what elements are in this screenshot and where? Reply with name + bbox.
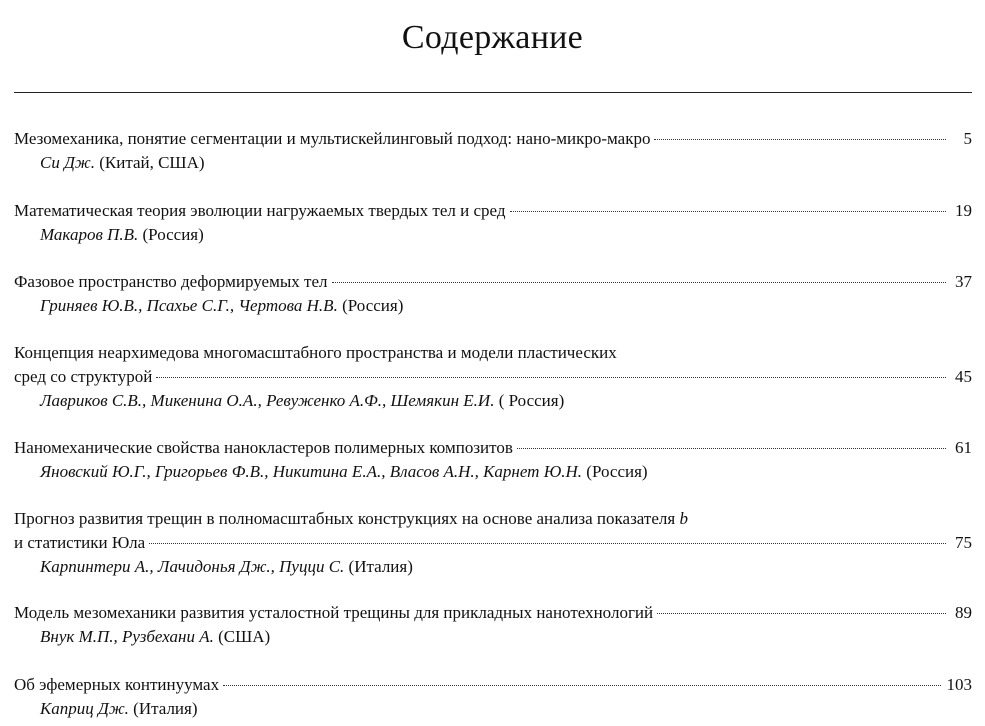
toc-country: (Россия) <box>342 296 404 315</box>
toc-title-line <box>14 341 972 365</box>
toc-authors-line <box>14 625 972 649</box>
toc-title-line <box>14 531 972 555</box>
toc-title-line <box>14 436 972 460</box>
toc-authors-line <box>14 151 972 175</box>
toc-title-line <box>14 673 972 697</box>
toc-country: (Китай, США) <box>99 153 205 172</box>
toc-page-number: 37 <box>955 272 972 291</box>
toc-authors-line <box>14 555 972 579</box>
toc-country: (Италия) <box>133 699 198 718</box>
toc-entry[interactable] <box>14 270 972 318</box>
toc-entry[interactable] <box>14 507 972 579</box>
dot-leader <box>149 543 946 544</box>
dot-leader <box>517 448 946 449</box>
toc-entry[interactable] <box>14 341 972 413</box>
toc-country: (Италия) <box>348 557 413 576</box>
toc-entry[interactable] <box>14 199 972 247</box>
toc-page-number: 75 <box>955 533 972 552</box>
toc-authors: Си Дж. <box>40 153 95 172</box>
toc-entry-title: Математическая теория эволюции нагружаемых твердых тел и сред <box>14 201 506 220</box>
toc-entry-title-cont: сред со структурой <box>14 367 153 386</box>
toc-page-number: 103 <box>946 675 972 694</box>
toc-entry[interactable] <box>14 601 972 649</box>
toc-authors: Лавриков С.В., Микенина О.А., Ревуженко А.Ф., Шемякин Е.И. <box>40 391 495 410</box>
page-title: Содержание <box>401 19 584 56</box>
toc-entry-title: Наномеханические свойства нанокластеров полимерных композитов <box>14 438 513 457</box>
toc-authors: Каприц Дж. <box>40 699 129 718</box>
title-symbol-b: b <box>679 509 688 528</box>
dot-leader <box>657 613 946 614</box>
toc-authors: Яновский Ю.Г., Григорьев Ф.В., Никитина Е.А., Власов А.Н., Карнет Ю.Н. <box>40 462 583 481</box>
toc-country: ( Россия) <box>498 391 565 410</box>
toc-authors-line <box>14 460 972 484</box>
toc-page-number: 89 <box>955 603 972 622</box>
toc-title-line <box>14 270 972 294</box>
dot-leader <box>654 139 946 140</box>
toc-entry-title: Мезомеханика, понятие сегментации и мультискейлинговый подход: нано-микро-макро <box>14 129 651 148</box>
toc-country: (Россия) <box>586 462 648 481</box>
toc-entry[interactable] <box>14 127 972 175</box>
dot-leader <box>332 282 947 283</box>
toc-authors-line <box>14 223 972 247</box>
toc-entry-title-cont: и статистики Юла <box>14 533 146 552</box>
toc-authors-line <box>14 389 972 413</box>
toc-country: (США) <box>218 627 271 646</box>
toc-entry-title-text: Прогноз развития трещин в полномасштабных конструкциях на основе анализа показателя <box>14 509 676 528</box>
toc-page-number: 45 <box>955 367 972 386</box>
toc-page-number: 5 <box>963 129 972 148</box>
toc-entry[interactable] <box>14 673 972 721</box>
dot-leader <box>223 685 940 686</box>
toc-entry-title: Концепция неархимедова многомасштабного пространства и модели пластических <box>14 343 617 362</box>
toc-authors: Карпинтери А., Лачидонья Дж., Пуцци С. <box>40 557 345 576</box>
toc-entry[interactable] <box>14 436 972 484</box>
toc-page-number: 61 <box>955 438 972 457</box>
dot-leader <box>510 211 946 212</box>
toc-authors-line <box>14 697 972 721</box>
toc-entry-title <box>14 507 688 531</box>
toc-title-line <box>14 365 972 389</box>
toc-authors-line <box>14 294 972 318</box>
toc-title-line <box>14 199 972 223</box>
toc-page-number: 19 <box>955 201 972 220</box>
title-divider <box>14 92 972 93</box>
toc-authors: Внук М.П., Рузбехани А. <box>40 627 214 646</box>
toc-title-line <box>14 507 972 531</box>
toc-authors: Макаров П.В. <box>40 225 139 244</box>
toc-entry-title: Об эфемерных континуумах <box>14 675 220 694</box>
toc-title-line <box>14 127 972 151</box>
toc-title-line <box>14 601 972 625</box>
toc-entry-title: Фазовое пространство деформируемых тел <box>14 272 328 291</box>
toc-authors: Гриняев Ю.В., Псахье С.Г., Чертова Н.В. <box>40 296 338 315</box>
toc-entry-title: Модель мезомеханики развития усталостной трещины для прикладных нанотехнологий <box>14 603 654 622</box>
toc-country: (Россия) <box>142 225 204 244</box>
dot-leader <box>156 377 946 378</box>
